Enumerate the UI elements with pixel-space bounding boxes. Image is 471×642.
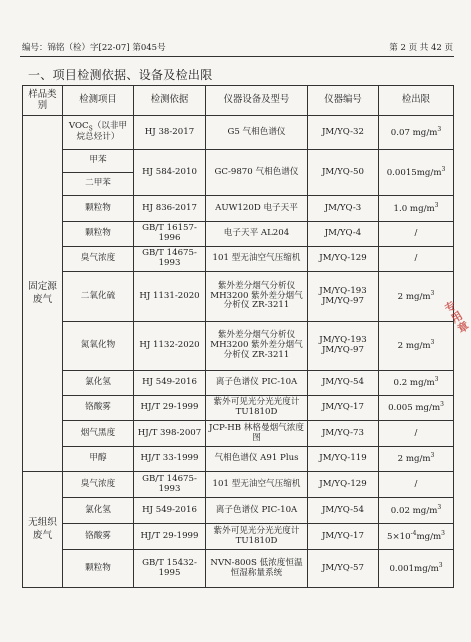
table-row — [23, 524, 454, 550]
item-cell: 甲苯 — [63, 150, 134, 173]
item-cell: 铬酸雾 — [63, 524, 134, 550]
basis-cell: HJ/T 33-1999 — [134, 447, 206, 472]
instrument-cell: JCP-HB 林格曼烟气浓度图 — [206, 421, 308, 447]
instrument-cell: 紫外差分烟气分析仪 MH3200 紫外差分烟气分析仪 ZR-3211 — [206, 322, 308, 371]
number-cell: JM/YQ-73 — [308, 421, 379, 447]
item-cell: 铬酸雾 — [63, 396, 134, 421]
basis-cell: GB/T 14675-1993 — [134, 472, 206, 498]
number-cell: JM/YQ-50 — [308, 150, 379, 196]
number-cell: JM/YQ-4 — [308, 222, 379, 247]
number-cell: JM/YQ-129 — [308, 472, 379, 498]
header-divider — [20, 56, 454, 57]
limit-cell: 0.005 $mg/m^3$ — [379, 396, 454, 421]
detection-table — [22, 85, 454, 588]
limit-cell: 2 $mg/m^3$ — [379, 447, 454, 472]
instrument-cell: 紫外可见光分光光度计 TU1810D — [206, 524, 308, 550]
category-cell: 固定源废气 — [23, 116, 63, 472]
number-cell: JM/YQ-57 — [308, 550, 379, 588]
limit-cell: 0.2 $mg/m^3$ — [379, 371, 454, 396]
number-cell: JM/YQ-119 — [308, 447, 379, 472]
limit-cell: 0.02 $mg/m^3$ — [379, 498, 454, 524]
basis-cell: HJ/T 29-1999 — [134, 396, 206, 421]
limit-cell: $5\times 10^{-4}mg/m^3$ — [379, 524, 454, 550]
instrument-cell: G5 气相色谱仪 — [206, 116, 308, 150]
number-cell: JM/YQ-54 — [308, 371, 379, 396]
item-cell: 氯化氢 — [63, 371, 134, 396]
basis-cell: GB/T 16157-1996 — [134, 222, 206, 247]
table-row — [23, 371, 454, 396]
table-row — [23, 421, 454, 447]
table-row — [23, 550, 454, 588]
item-cell: 颗粒物 — [63, 222, 134, 247]
item-cell: 颗粒物 — [63, 550, 134, 588]
item-cell: 颗粒物 — [63, 196, 134, 222]
table-row — [23, 222, 454, 247]
basis-cell: HJ 549-2016 — [134, 371, 206, 396]
table-row — [23, 272, 454, 322]
item-cell: 烟气黑度 — [63, 421, 134, 447]
table-row — [23, 498, 454, 524]
number-cell: JM/YQ-17 — [308, 524, 379, 550]
number-cell: JM/YQ-54 — [308, 498, 379, 524]
basis-cell: HJ 549-2016 — [134, 498, 206, 524]
instrument-cell: 101 型无油空气压缩机 — [206, 247, 308, 272]
page-info: 第 2 页 共 42 页 — [389, 43, 453, 53]
header-number: 仪器编号 — [308, 86, 379, 116]
category-cell: 无组织废气 — [23, 472, 63, 588]
number-cell: JM/YQ-129 — [308, 247, 379, 272]
basis-cell: HJ 1131-2020 — [134, 272, 206, 322]
item-cell: 二氧化硫 — [63, 272, 134, 322]
instrument-cell: 101 型无油空气压缩机 — [206, 472, 308, 498]
basis-cell: HJ/T 29-1999 — [134, 524, 206, 550]
basis-cell: HJ 1132-2020 — [134, 322, 206, 371]
basis-cell: HJ 38-2017 — [134, 116, 206, 150]
instrument-cell: GC-9870 气相色谱仪 — [206, 150, 308, 196]
header-item: 检测项目 — [63, 86, 134, 116]
section-title: 一、项目检测依据、设备及检出限 — [28, 68, 213, 82]
instrument-cell: 紫外差分烟气分析仪 MH3200 紫外差分烟气分析仪 ZR-3211 — [206, 272, 308, 322]
page-header — [22, 40, 453, 54]
number-cell: JM/YQ-32 — [308, 116, 379, 150]
table-header-row — [23, 86, 454, 116]
instrument-cell: AUW120D 电子天平 — [206, 196, 308, 222]
limit-cell: / — [379, 222, 454, 247]
item-cell: 氮氧化物 — [63, 322, 134, 371]
table-row — [23, 150, 454, 173]
item-cell: 臭气浓度 — [63, 247, 134, 272]
table-row — [23, 447, 454, 472]
item-cell: 臭气浓度 — [63, 472, 134, 498]
table-row — [23, 322, 454, 371]
number-cell: JM/YQ-193 JM/YQ-97 — [308, 322, 379, 371]
instrument-cell: 离子色谱仪 PIC-10A — [206, 498, 308, 524]
doc-number: 编号：锦铭（检）字[22-07] 第045号 — [22, 43, 166, 53]
limit-cell: / — [379, 472, 454, 498]
number-cell: JM/YQ-17 — [308, 396, 379, 421]
red-seal-stamp: 专用章 — [441, 298, 471, 337]
limit-cell: 2 $mg/m^3$ — [379, 272, 454, 322]
number-cell: JM/YQ-3 — [308, 196, 379, 222]
header-basis: 检测依据 — [134, 86, 206, 116]
limit-cell: $0.0015mg/m^3$ — [379, 150, 454, 196]
limit-cell: 2 $mg/m^3$ — [379, 322, 454, 371]
instrument-cell: 气相色谱仪 A91 Plus — [206, 447, 308, 472]
item-cell: 二甲苯 — [63, 173, 134, 196]
limit-cell: $0.001mg/m^3$ — [379, 550, 454, 588]
instrument-cell: 离子色谱仪 PIC-10A — [206, 371, 308, 396]
instrument-cell: 电子天平 AL204 — [206, 222, 308, 247]
basis-cell: HJ 584-2010 — [134, 150, 206, 196]
basis-cell: HJ/T 398-2007 — [134, 421, 206, 447]
instrument-cell: NVN-800S 低浓度恒温恒湿称量系统 — [206, 550, 308, 588]
table-row — [23, 396, 454, 421]
table-row — [23, 116, 454, 150]
number-cell: JM/YQ-193 JM/YQ-97 — [308, 272, 379, 322]
header-limit: 检出限 — [379, 86, 454, 116]
limit-cell: / — [379, 247, 454, 272]
basis-cell: HJ 836-2017 — [134, 196, 206, 222]
item-cell: 氯化氢 — [63, 498, 134, 524]
item-cell: $VOC_S$（以非甲烷总烃计） — [63, 116, 134, 150]
limit-cell: / — [379, 421, 454, 447]
limit-cell: 1.0 $mg/m^3$ — [379, 196, 454, 222]
table-row — [23, 247, 454, 272]
table-row — [23, 472, 454, 498]
instrument-cell: 紫外可见光分光光度计 TU1810D — [206, 396, 308, 421]
header-instrument: 仪器设备及型号 — [206, 86, 308, 116]
item-cell: 甲醇 — [63, 447, 134, 472]
limit-cell: 0.07 $mg/m^3$ — [379, 116, 454, 150]
basis-cell: GB/T 14675-1993 — [134, 247, 206, 272]
basis-cell: GB/T 15432-1995 — [134, 550, 206, 588]
table-row — [23, 196, 454, 222]
header-category: 样品类别 — [23, 86, 63, 116]
